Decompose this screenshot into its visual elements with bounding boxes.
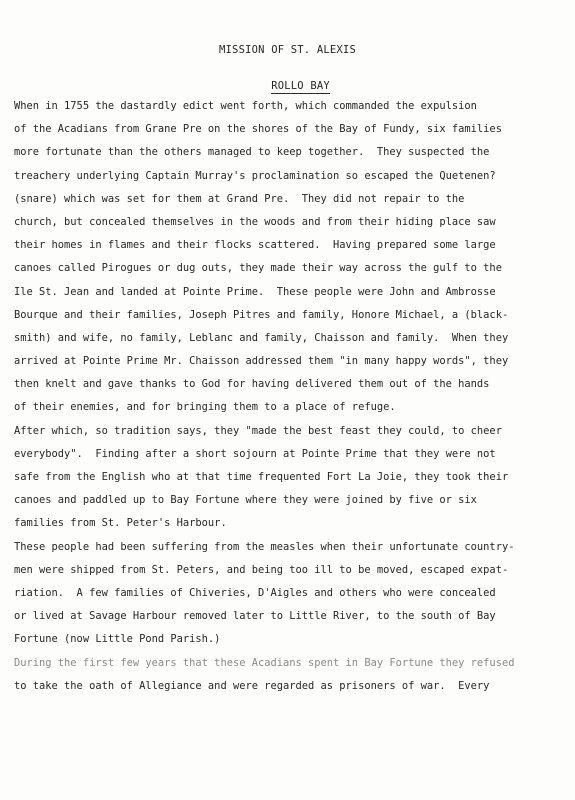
- text-line: church, but concealed themselves in the woods and from their hiding place saw: [14, 215, 496, 228]
- text-line: canoes called Pirogues or dug outs, they made their way across the gulf to the: [14, 262, 502, 275]
- text-line: their homes in flames and their flocks scattered. Having prepared some large: [14, 239, 496, 252]
- text-line: riation. A few families of Chiveries, D'Aigles and others who were concealed: [14, 586, 496, 599]
- subtitle-text: ROLLO BAY: [271, 80, 330, 92]
- text-line: After which, so tradition says, they "made the best feast they could, to cheer: [14, 424, 502, 437]
- text-line: safe from the English who at that time frequented Fort La Joie, they took their: [14, 471, 509, 483]
- text-line: families from St. Peter's Harbour.: [14, 517, 227, 530]
- text-line: arrived at Pointe Prime Mr. Chaisson addressed them "in many happy words", they: [14, 355, 509, 368]
- text-line: or lived at Savage Harbour removed later to Little River, to the south of Bay: [14, 610, 496, 623]
- text-line: canoes and paddled up to Bay Fortune where they were joined by five or six: [14, 494, 477, 507]
- text-line: to take the oath of Allegiance and were regarded as prisoners of war. Every: [14, 679, 490, 692]
- text-line: everybody". Finding after a short sojourn at Pointe Prime that they were not: [14, 447, 496, 460]
- text-line: Fortune (now Little Pond Parish.): [14, 633, 221, 646]
- text-line: of the Acadians from Grane Pre on the shores of the Bay of Fundy, six families: [14, 123, 502, 136]
- text-line: (snare) which was set for them at Grand Pre. They did not repair to the: [14, 192, 465, 205]
- text-line: These people had been suffering from the measles when their unfortunate country-: [14, 540, 515, 553]
- text-line: of their enemies, and for bringing them to a place of refuge.: [14, 401, 396, 414]
- text-line: smith) and wife, no family, Leblanc and family, Chaisson and family. When they: [14, 331, 509, 344]
- document-title: MISSION OF ST. ALEXIS: [219, 44, 356, 56]
- text-line: treachery underlying Captain Murray's proclamination so escaped the Quetenen?: [14, 169, 496, 182]
- text-line: Ile St. Jean and landed at Pointe Prime. These people were John and Ambrosse: [14, 285, 496, 298]
- text-line: more fortunate than the others managed to keep together. They suspected the: [14, 146, 490, 159]
- text-line: Bourque and their families, Joseph Pitres and family, Honore Michael, a (black-: [14, 308, 509, 321]
- text-line: then knelt and gave thanks to God for having delivered them out of the hands: [14, 378, 490, 391]
- body-text: [14, 95, 564, 698]
- text-line: men were shipped from St. Peters, and being too ill to be moved, escaped expat-: [14, 563, 509, 576]
- text-line: During the first few years that these Acadians spent in Bay Fortune they refused: [14, 656, 515, 669]
- text-line: When in 1755 the dastardly edict went forth, which commanded the expulsion: [14, 100, 477, 112]
